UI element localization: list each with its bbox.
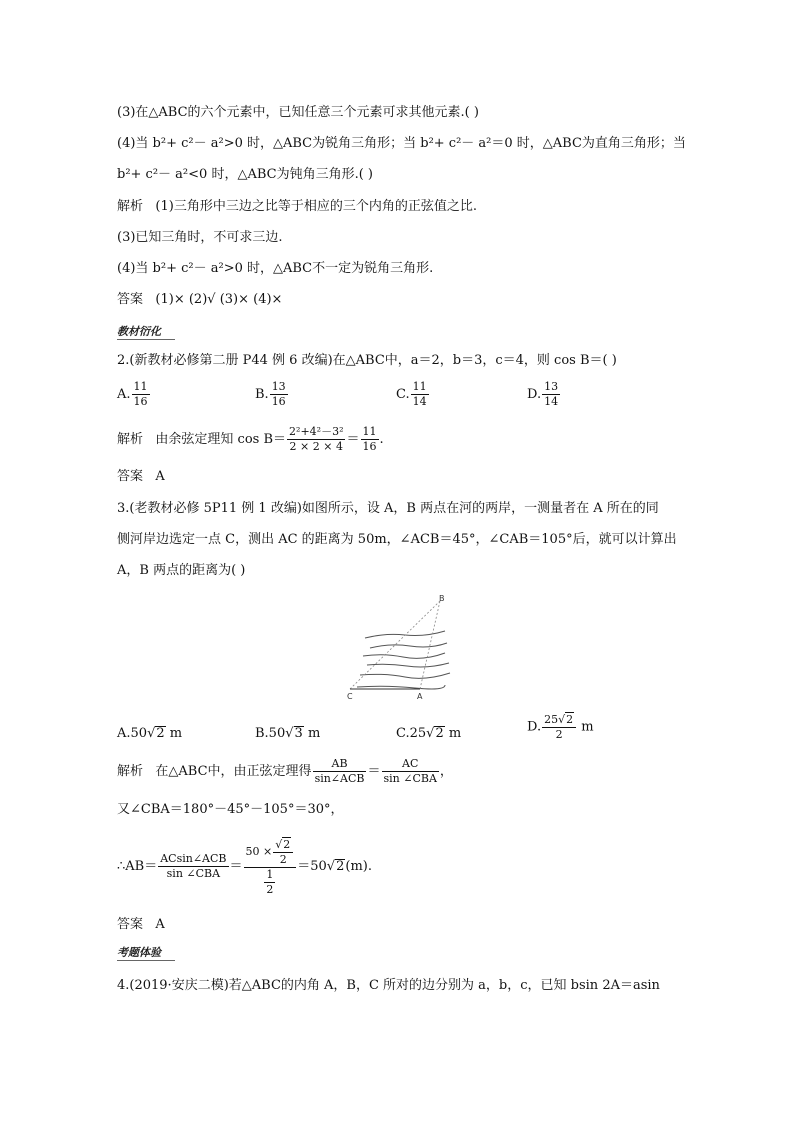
river-figure [345,593,455,701]
q1-item3: (3)在△ABC的六个元素中，已知任意三个元素可求其他元素.( ) [117,105,479,120]
q2-option-c: C. $\frac{11}{14}$ [396,380,427,408]
section-tag-textbook: 教材衍化 [117,325,161,338]
q2-option-d: D. $\frac{13}{14}$ [527,380,559,408]
q3-stem-line3: A，B 两点的距离为( ) [117,563,246,578]
q2-option-a: A. $\frac{11}{16}$ [117,380,148,408]
river-bank-a [360,673,450,678]
q2-analysis: 解析 由余弦定理知 cos B＝ $\frac{\text{2²+4²－3²}}{2 \times 2 \times 4}$ ＝ $\frac{11}{16}$ . [117,425,384,453]
q3-analysis-line2: 又∠CBA＝180°－45°－105°＝30°， [117,802,344,817]
section-tag-rule [117,339,175,340]
analysis-label: 解析 [117,432,144,447]
q2-answer: 答案 A [117,469,165,484]
label-a: A [417,692,423,701]
q3-answer: 答案 A [117,917,165,932]
q2-option-b: B. $\frac{13}{16}$ [255,380,286,408]
river-bank-c [357,685,445,689]
q1-analysis-4: (4)当 b²+ c²－ a²>0 时，△ABC不一定为锐角三角形. [117,261,434,276]
section-tag-exam: 考题体验 [117,946,161,959]
answer-label: 答案 [117,469,144,484]
q3-option-a: A.50√2 m [117,726,183,741]
q2-stem: 2.(新教材必修第二册 P44 例 6 改编)在△ABC中，a＝2，b＝3，c＝4，则 cos B＝( ) [117,353,617,368]
q3-option-b: B.50√3 m [255,726,321,741]
analysis-text: (1)三角形中三边之比等于相应的三个内角的正弦值之比. [155,199,477,214]
answer-label: 答案 [117,292,144,307]
analysis-label: 解析 [117,764,144,779]
analysis-label: 解析 [117,199,144,214]
q1-item4-line1: (4)当 b²+ c²－ a²>0 时，△ABC为锐角三角形；当 b²+ c²－ a²＝0 时，△ABC为直角三角形；当 [117,136,686,151]
river-wave-3 [363,653,445,658]
q3-analysis-line3: ∴AB＝ $\frac{\text{ACsin∠ACB}}{\text{sin ∠CBA}}$ ＝ 50 × $\frac{√2}{2}$ $\frac{1}{2}$ ＝50√2(m). [117,837,372,896]
river-wave-2 [370,643,447,648]
line-ab [420,601,440,689]
label-c: C [347,692,353,701]
river-wave-1 [365,631,445,638]
q3-option-c: C.25√2 m [396,726,462,741]
q3-option-d: D. $\frac{25√2}{2}$ m [527,713,594,741]
section-tag-rule [117,960,175,961]
q1-answer [117,291,282,309]
answer-text: (1)× (2)√ (3)× (4)× [155,292,283,307]
q3-stem-line1: 3.(老教材必修 5P11 例 1 改编)如图所示，设 A，B 两点在河的两岸，一测量者在 A 所在的同 [117,501,659,516]
q1-analysis-3: (3)已知三角时，不可求三边. [117,230,283,245]
q3-stem-line2: 侧河岸边选定一点 C，测出 AC 的距离为 50m，∠ACB＝45°，∠CAB＝105°后，就可以计算出 [117,532,677,547]
q3-analysis-line1: 解析 在△ABC中，由正弦定理得 $\frac{AB}{\text{sin∠ACB}}$ ＝ $\frac{AC}{\text{sin ∠CBA}}$ ， [117,757,453,785]
answer-label: 答案 [117,917,144,932]
label-b: B [439,594,445,603]
q4-stem: 4.(2019·安庆二模)若△ABC的内角 A，B，C 所对的边分别为 a，b，c，已知 bsin 2A＝asin [117,978,660,993]
river-wave-4 [367,663,449,667]
q1-analysis [117,198,477,216]
q1-item4-line2: b²+ c²－ a²<0 时，△ABC为钝角三角形.( ) [117,167,373,182]
